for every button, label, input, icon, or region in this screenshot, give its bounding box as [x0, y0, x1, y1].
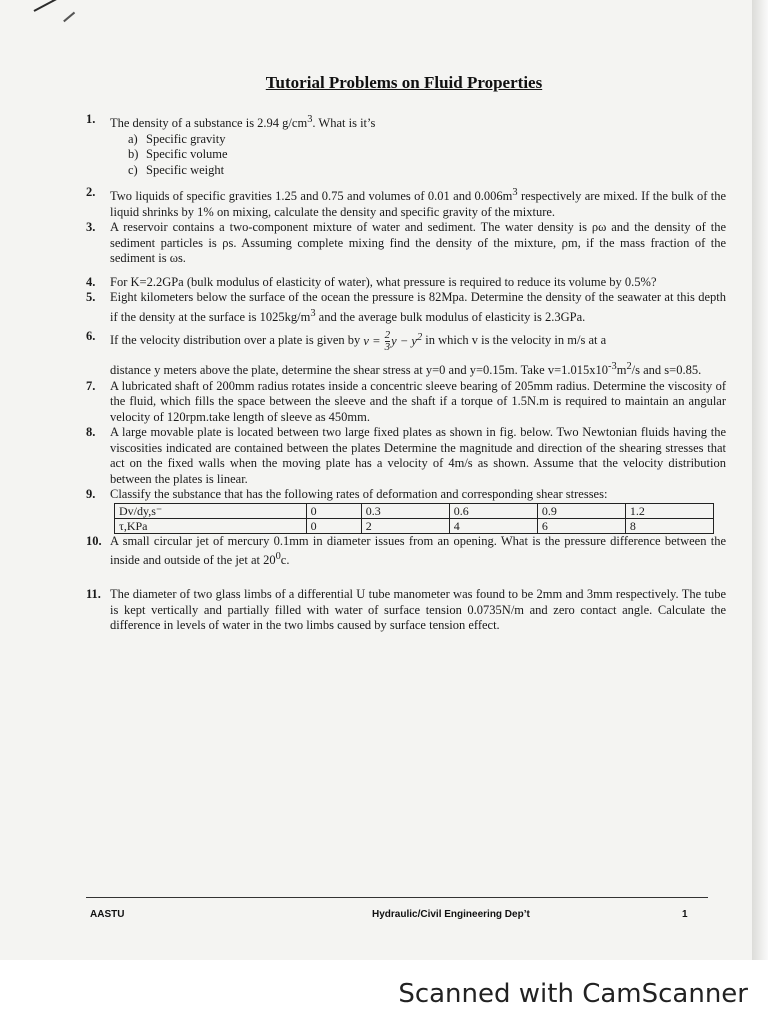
table-cell: Dv/dy,s⁻ — [115, 503, 307, 518]
table-cell: 0.6 — [449, 503, 537, 518]
problem-3 — [86, 220, 726, 267]
problem-4 — [86, 275, 726, 291]
problem-text: A lubricated shaft of 200mm radius rotates inside a concentric sleeve bearing of 205mm radius. Determine the viscosity of the fluid, which fills the space between the sleeve and the shaft if a torque of 1.5N.m is required to maintain an angular velocity of 120rpm.take length of sleeve as 450mm. — [110, 378, 726, 424]
subitem-c: c) Specific weight — [128, 162, 225, 177]
table-cell: 4 — [449, 518, 537, 533]
problem-1 — [86, 112, 726, 132]
table-cell: 6 — [537, 518, 625, 533]
problem-9 — [86, 487, 726, 503]
problem-number: 8. — [86, 425, 96, 440]
problem-5 — [86, 290, 726, 325]
problem-text: A reservoir contains a two-component mixture of water and sediment. The water density is ρω and the density of the sediment particles is ρs. Assuming complete mixing find the density of the mixture, ρm, if the mass fraction of the sediment is ωs. — [110, 220, 726, 266]
problem-text: A small circular jet of mercury 0.1mm in diameter issues from an opening. What is the pressure difference between the inside and outside of the jet at $20^0c$. — [110, 533, 726, 568]
table-cell: 1.2 — [625, 503, 713, 518]
problem-text: Two liquids of specific gravities 1.25 and 0.75 and volumes of 0.01 and $0.006m^3$ respectively are mixed. If the bulk of the liquid shrinks by 1% on mixing, calculate the density and specific gravity of the mixture. — [110, 187, 726, 219]
problem-number: 10. — [86, 533, 102, 548]
problem-text: The diameter of two glass limbs of a differential U tube manometer was found to be 2mm and 3mm respectively. The tube is kept vertically and partially filled with water of surface tension 0.0735N/m and zero contact angle. Calculate the difference in levels of water in the two limbs caused by surface tension effect. — [110, 587, 726, 633]
problem-6 — [86, 329, 726, 378]
problem-text: Classify the substance that has the following rates of deformation and corresponding shear stresses: — [110, 487, 608, 502]
problem-8 — [86, 425, 726, 487]
footer-department: Hydraulic/Civil Engineering Dep’t — [372, 909, 530, 920]
table-row — [115, 503, 714, 518]
document-title: Tutorial Problems on Fluid Properties — [265, 73, 543, 92]
problem-list — [86, 112, 726, 634]
problem-number: 6. — [86, 329, 96, 344]
table-cell: 0 — [306, 503, 361, 518]
table-cell: τ,KPa — [115, 518, 307, 533]
table-row — [115, 518, 714, 533]
problem-2 — [86, 185, 726, 220]
table-cell: 0.9 — [537, 503, 625, 518]
footer-institution: AASTU — [90, 909, 125, 920]
page-edge-shadow — [752, 0, 768, 960]
problem-number: 3. — [86, 220, 96, 235]
problem-text: The density of a substance is 2.94 $g/cm^3$. What is it’s — [110, 114, 376, 131]
problem-number: 5. — [86, 290, 96, 305]
problem-text: A large movable plate is located between two large fixed plates as shown in fig. below. Two Newtonian fluids having the viscosities indicated are contained between the plates Determine the magnitude and direction of the shearing stresses that act on the fixed walls when the moving plate has a velocity of 4m/s as shown. Assume that the velocity distribution between the plates is linear. — [110, 425, 726, 486]
subitem-b: b) Specific volume — [128, 147, 228, 162]
problem-11 — [86, 587, 726, 634]
problem-number: 9. — [86, 487, 96, 502]
problem-number: 7. — [86, 378, 96, 393]
problem-number: 11. — [86, 587, 101, 602]
page-number: 1 — [682, 909, 688, 920]
problem-text: For K=2.2GPa (bulk modulus of elasticity of water), what pressure is required to reduce its volume by 0.5%? — [110, 274, 657, 289]
table-cell: 0 — [306, 518, 361, 533]
deformation-stress-table — [114, 503, 714, 534]
problem-number: 4. — [86, 274, 96, 289]
table-cell: 8 — [625, 518, 713, 533]
problem-text: If the velocity distribution over a plate is given by v = $\frac{2}{3}$ $y - y^2$ in which v is the velocity in m/s at a distance y meters above the plate, determine the shear stress at y=0 and y=0.15m. Take $v=1.015x10^{-3}m^2/s$ and s=0.85. — [110, 329, 702, 378]
table-cell: 0.3 — [361, 503, 449, 518]
problem-number: 2. — [86, 185, 96, 200]
subitem-a: a) Specific gravity — [128, 131, 226, 146]
problem-7 — [86, 379, 726, 426]
problem-10 — [86, 534, 726, 569]
problem-number: 1. — [86, 112, 96, 126]
problem-text: Eight kilometers below the surface of the ocean the pressure is 82Mpa. Determine the density of the seawater at this depth if the density at the surface is $1025kg/m^3$ and the average bulk modulus of elasticity is 2.3GPa. — [110, 290, 726, 324]
footer-divider — [86, 897, 708, 898]
table-cell: 2 — [361, 518, 449, 533]
velocity-equation: v = $\frac{2}{3}$ $y - y^2$ — [363, 329, 423, 354]
camscanner-watermark: Scanned with CamScanner — [398, 979, 748, 1009]
